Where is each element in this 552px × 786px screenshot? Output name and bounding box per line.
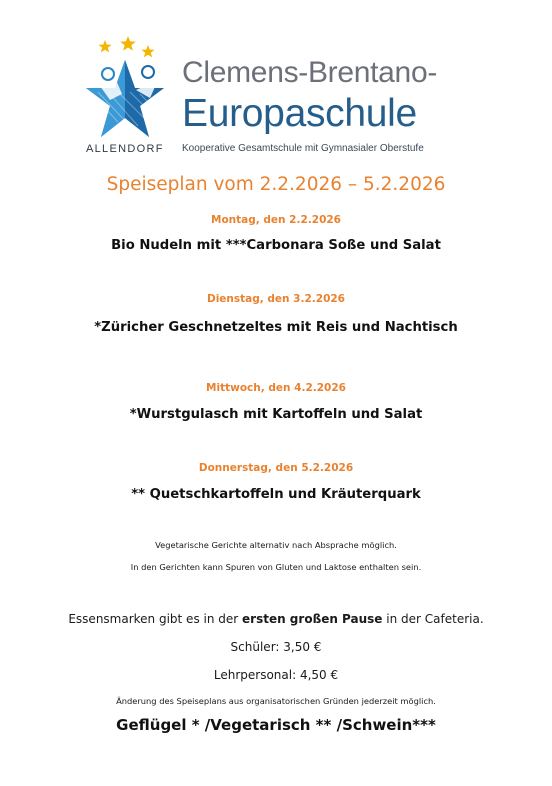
page-title: Speiseplan vom 2.2.2026 – 5.2.2026: [106, 174, 446, 195]
meal-tokens-prefix: Essensmarken gibt es in der: [68, 612, 243, 626]
meal-tokens-highlight: ersten großen Pause: [242, 612, 383, 626]
star-icon: [98, 40, 111, 52]
vegetarian-note: Vegetarische Gerichte alternativ nach Absprache möglich.: [155, 540, 397, 550]
school-logo: [78, 34, 488, 159]
price-staff: Lehrpersonal: 4,50 €: [213, 668, 339, 682]
meal-thursday: ** Quetschkartoffeln und Kräuterquark: [131, 487, 421, 502]
logo-location: ALLENDORF: [86, 143, 164, 155]
price-students: Schüler: 3,50 €: [230, 640, 322, 654]
logo-subtitle: Kooperative Gesamtschule mit Gymnasialer Oberstufe: [182, 143, 424, 154]
star-icon: [141, 45, 154, 57]
logo-name-line2: Europaschule: [182, 92, 417, 135]
meal-tokens-suffix: in der Cafeteria.: [382, 612, 484, 626]
day-heading-monday: Montag, den 2.2.2026: [211, 214, 341, 226]
logo-name-line1: Clemens-Brentano-: [182, 56, 438, 89]
day-heading-thursday: Donnerstag, den 5.2.2026: [198, 462, 354, 474]
meal-monday: Bio Nudeln mit ***Carbonara Soße und Salat: [111, 238, 441, 253]
meal-wednesday: *Wurstgulasch mit Kartoffeln und Salat: [129, 407, 423, 422]
meat-legend: Geflügel * /Vegetarisch ** /Schwein***: [116, 716, 436, 734]
stars-and-children-emblem-icon: [78, 34, 173, 144]
meal-tuesday: *Züricher Geschnetzeltes mit Reis und Nachtisch: [94, 320, 458, 335]
day-heading-wednesday: Mittwoch, den 4.2.2026: [206, 382, 346, 394]
allergen-note: In den Gerichten kann Spuren von Gluten und Laktose enthalten sein.: [130, 562, 422, 572]
day-heading-tuesday: Dienstag, den 3.2.2026: [206, 293, 345, 305]
change-note: Änderung des Speiseplans aus organisatorischen Gründen jederzeit möglich.: [116, 696, 436, 706]
star-icon: [120, 36, 136, 51]
meal-tokens-info: [0, 612, 552, 626]
